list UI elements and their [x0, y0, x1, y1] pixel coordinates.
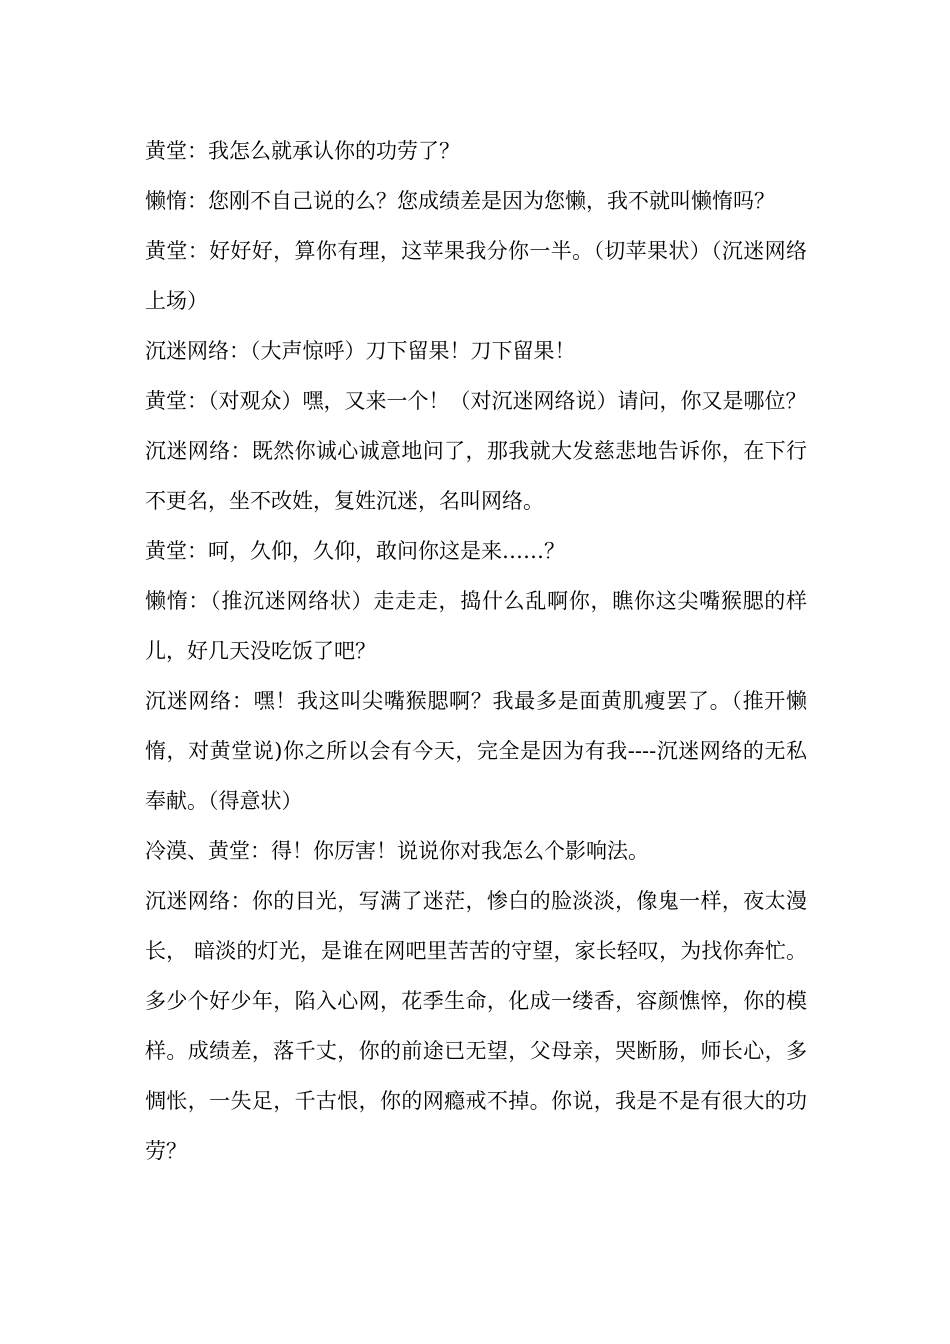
dialogue-paragraph-9: 沉迷网络：嘿！我这叫尖嘴猴腮啊？我最多是面黄肌瘦罢了。（推开懒惰，对黄堂说)你之所以会有今天，完全是因为有我----沉迷网络的无私奉献。（得意状）	[145, 689, 807, 813]
dialogue-paragraph-3: 黄堂：好好好，算你有理，这苹果我分你一半。（切苹果状）（沉迷网络上场）	[145, 239, 807, 313]
dialogue-paragraph-7: 黄堂：呵，久仰，久仰，敢问你这是来……？	[145, 539, 565, 563]
dialogue-paragraph-10: 冷漠、黄堂：得！你厉害！说说你对我怎么个影响法。	[145, 839, 649, 863]
dialogue-paragraph-6: 沉迷网络：既然你诚心诚意地问了，那我就大发慈悲地告诉你，在下行不更名，坐不改姓，复姓沉迷，名叫网络。	[145, 439, 807, 513]
dialogue-paragraph-11: 沉迷网络：你的目光，写满了迷茫，惨白的脸淡淡，像鬼一样，夜太漫长， 暗淡的灯光，是谁在网吧里苦苦的守望，家长轻叹，为找你奔忙。多少个好少年，陷入心网，花季生命，化成一缕香，容颜憔悴，你的模样。成绩差，落千丈，你的前途已无望，父母亲，哭断肠，师长心，多惆怅，一失足，千古恨，你的网瘾戒不掉。你说，我是不是有很大的功劳？	[145, 889, 807, 1163]
dialogue-paragraph-8: 懒惰：（推沉迷网络状）走走走，捣什么乱啊你，瞧你这尖嘴猴腮的样儿，好几天没吃饭了吧？	[145, 589, 807, 663]
dialogue-paragraph-4: 沉迷网络：（大声惊呼）刀下留果！刀下留果！	[145, 339, 576, 363]
dialogue-paragraph-5: 黄堂：（对观众）嘿，又来一个！（对沉迷网络说）请问，你又是哪位？	[145, 389, 807, 413]
dialogue-paragraph-1: 黄堂：我怎么就承认你的功劳了？	[145, 139, 460, 163]
dialogue-paragraph-2: 懒惰：您刚不自己说的么？您成绩差是因为您懒，我不就叫懒惰吗？	[145, 189, 775, 213]
script-text	[145, 126, 807, 1176]
